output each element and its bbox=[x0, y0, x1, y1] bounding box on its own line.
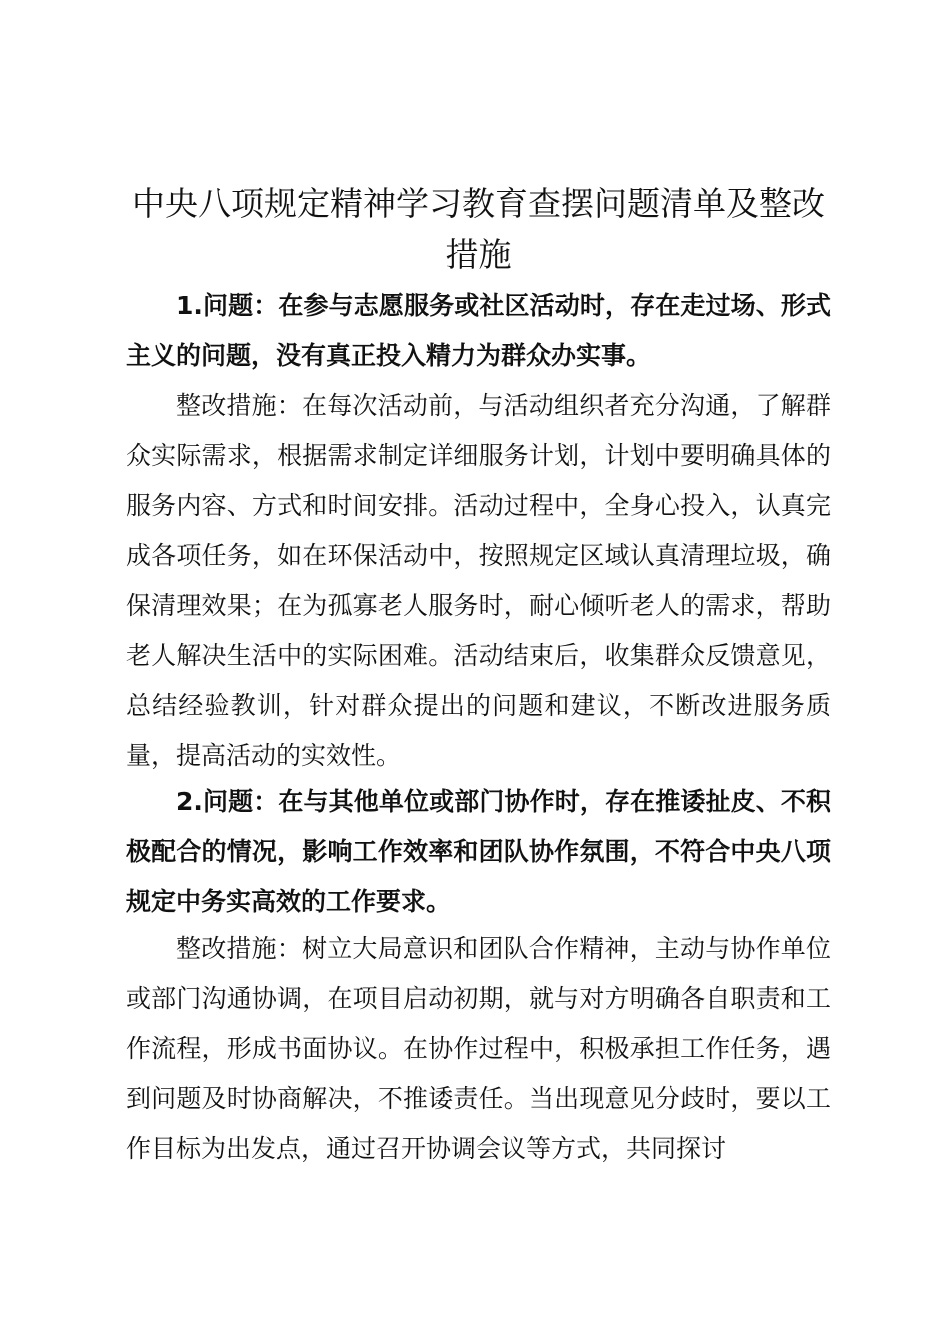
measure-1: 整改措施：在每次活动前，与活动组织者充分沟通，了解群众实际需求，根据需求制定详细服务计划，计划中要明确具体的服务内容、方式和时间安排。活动过程中，全身心投入，认真完成各项任务，如在环保活动中，按照规定区域认真清理垃圾，确保清理效果；在为孤寡老人服务时，耐心倾听老人的需求，帮助老人解决生活中的实际困难。活动结束后，收集群众反馈意见，总结经验教训，针对群众提出的问题和建议，不断改进服务质量，提高活动的实效性。 bbox=[126, 391, 831, 770]
measure-2: 整改措施：树立大局意识和团队合作精神，主动与协作单位或部门沟通协调，在项目启动初期，就与对方明确各自职责和工作流程，形成书面协议。在协作过程中，积极承担工作任务，遇到问题及时协商解决，不推诿责任。当出现意见分歧时，要以工作目标为出发点，通过召开协调会议等方式，共同探讨 bbox=[126, 934, 831, 1163]
problem-1: 1.问题：在参与志愿服务或社区活动时，存在走过场、形式主义的问题，没有真正投入精力为群众办实事。 bbox=[126, 291, 831, 370]
problem-2: 2.问题：在与其他单位或部门协作时，存在推诿扯皮、不积极配合的情况，影响工作效率和团队协作氛围，不符合中央八项规定中务实高效的工作要求。 bbox=[126, 787, 831, 916]
document-title: 中央八项规定精神学习教育查摆问题清单及整改措施 bbox=[132, 184, 825, 274]
